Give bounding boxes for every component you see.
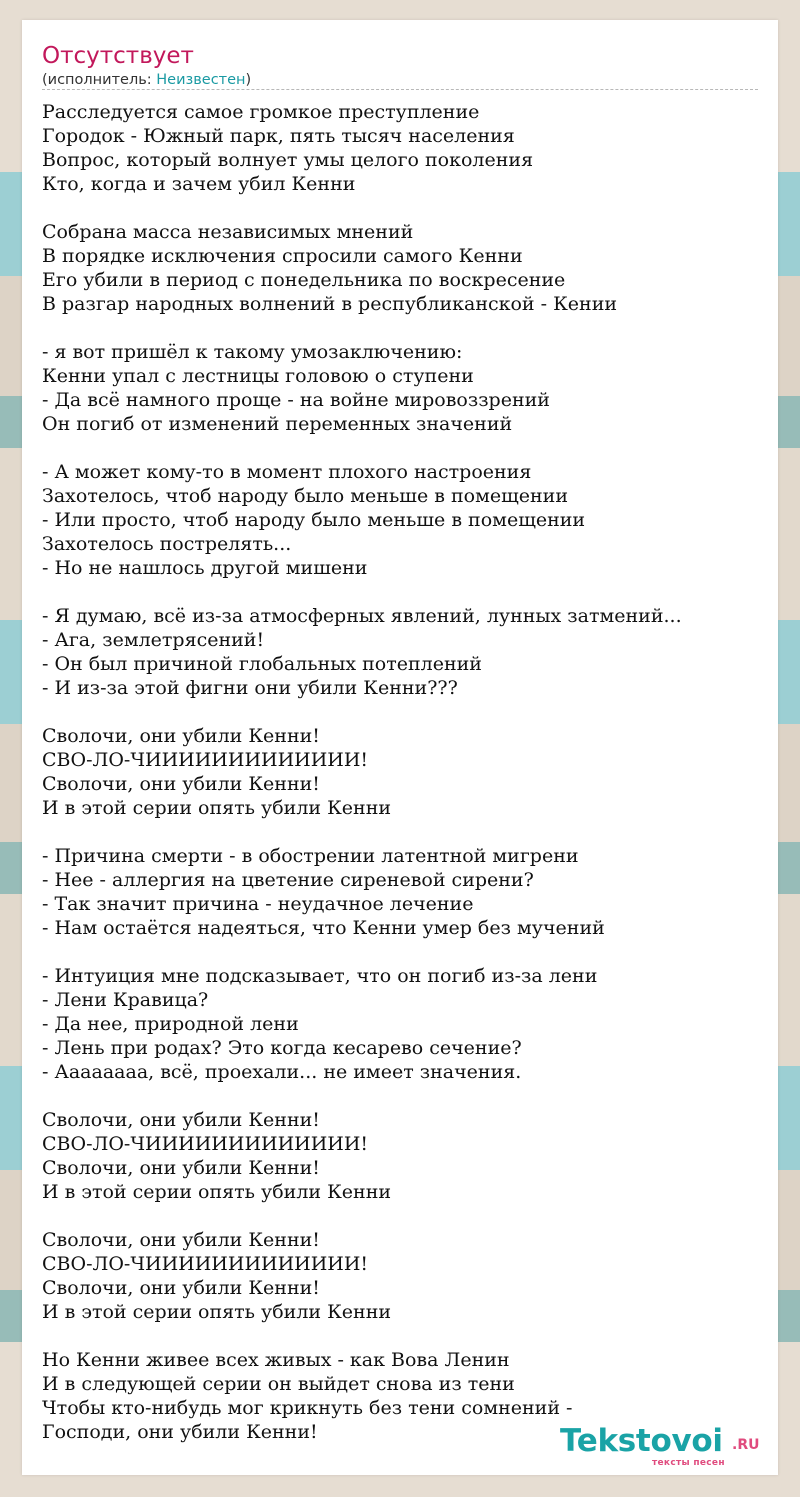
lyric-line: Расследуется самое громкое преступление [42,101,480,123]
artist-suffix: ) [245,72,252,88]
lyric-line: - Он был причиной глобальных потеплений [42,653,482,675]
lyric-line: - Интуиция мне подсказывает, что он погиб из-за лени [42,965,598,987]
lyric-line: Вопрос, который волнует умы целого поколения [42,149,534,171]
lyric-line: СВО-ЛО-ЧИИИИИИИИИИИИИ! [42,1133,369,1155]
lyric-line: - Или просто, чтоб народу было меньше в помещении [42,509,586,531]
lyric-line: Сволочи, они убили Кенни! [42,773,320,795]
lyric-line: Но Кенни живее всех живых - как Вова Ленин [42,1349,510,1371]
lyric-line: - Да всё намного проще - на войне мировоззрений [42,389,550,411]
lyric-line: И в следующей серии он выйдет снова из тени [42,1373,515,1395]
lyric-line: - Лень при родах? Это когда кесарево сечение? [42,1037,522,1059]
lyric-line: - Аааааааа, всё, проехали... не имеет значения. [42,1061,522,1083]
lyric-line: - Я думаю, всё из-за атмосферных явлений, лунных затмений... [42,605,682,627]
logo-tagline: тексты песен [652,1458,725,1468]
lyric-line: Сволочи, они убили Кенни! [42,1229,320,1251]
lyric-line: СВО-ЛО-ЧИИИИИИИИИИИИИ! [42,1253,369,1275]
lyric-line: Кенни упал с лестницы головою о ступени [42,365,474,387]
lyric-line: - Нее - аллергия на цветение сиреневой сирени? [42,869,534,891]
stanza-break [42,580,762,604]
artist-link[interactable]: Неизвестен [156,72,246,88]
lyric-line: И в этой серии опять убили Кенни [42,1301,392,1323]
lyric-line: Сволочи, они убили Кенни! [42,1157,320,1179]
stanza-break [42,1324,762,1348]
lyric-line: - Причина смерти - в обострении латентной мигрени [42,845,579,867]
lyric-line: Захотелось, чтоб народу было меньше в помещении [42,485,568,507]
lyric-line: И в этой серии опять убили Кенни [42,797,392,819]
lyric-line: Он погиб от изменений переменных значений [42,413,513,435]
lyric-line: - Лени Кравица? [42,989,209,1011]
site-logo[interactable] [560,1423,770,1471]
artist-prefix: (исполнитель: [42,72,157,88]
lyric-line: - Ага, землетрясений! [42,629,265,651]
stanza-break [42,700,762,724]
lyric-line: - А может кому-то в момент плохого настроения [42,461,532,483]
lyric-line: - Но не нашлось другой мишени [42,557,368,579]
song-title: Отсутствует [42,43,194,69]
lyric-line: Сволочи, они убили Кенни! [42,1109,320,1131]
lyric-line: Собрана масса независимых мнений [42,221,414,243]
stanza-break [42,1084,762,1108]
lyric-line: Городок - Южный парк, пять тысяч населения [42,125,515,147]
stanza-break [42,196,762,220]
lyric-line: Захотелось пострелять... [42,533,292,555]
artist-line [42,71,251,89]
lyric-line: Кто, когда и зачем убил Кенни [42,173,356,195]
lyric-line: - Так значит причина - неудачное лечение [42,893,474,915]
lyric-line: - И из-за этой фигни они убили Кенни??? [42,677,458,699]
lyric-line: - я вот пришёл к такому умозаключению: [42,341,463,363]
stanza-break [42,436,762,460]
lyric-line: В разгар народных волнений в республиканской - Кении [42,293,618,315]
lyrics-card [22,20,778,1475]
stanza-break [42,316,762,340]
logo-domain: .RU [732,1437,760,1453]
lyric-line: Сволочи, они убили Кенни! [42,725,320,747]
lyric-line: Его убили в период с понедельника по воскресение [42,269,566,291]
lyrics-text [42,100,762,1444]
stanza-break [42,820,762,844]
lyric-line: СВО-ЛО-ЧИИИИИИИИИИИИИ! [42,749,369,771]
stanza-break [42,1204,762,1228]
logo-wordmark: Tekstovoi [560,1423,723,1459]
lyric-line: Господи, они убили Кенни! [42,1421,318,1443]
lyric-line: Чтобы кто-нибудь мог крикнуть без тени сомнений - [42,1397,573,1419]
lyric-line: - Нам остаётся надеяться, что Кенни умер без мучений [42,917,605,939]
lyric-line: И в этой серии опять убили Кенни [42,1181,392,1203]
lyric-line: - Да нее, природной лени [42,1013,299,1035]
lyric-line: Сволочи, они убили Кенни! [42,1277,320,1299]
title-divider [42,89,758,90]
lyric-line: В порядке исключения спросили самого Кенни [42,245,523,267]
stanza-break [42,940,762,964]
